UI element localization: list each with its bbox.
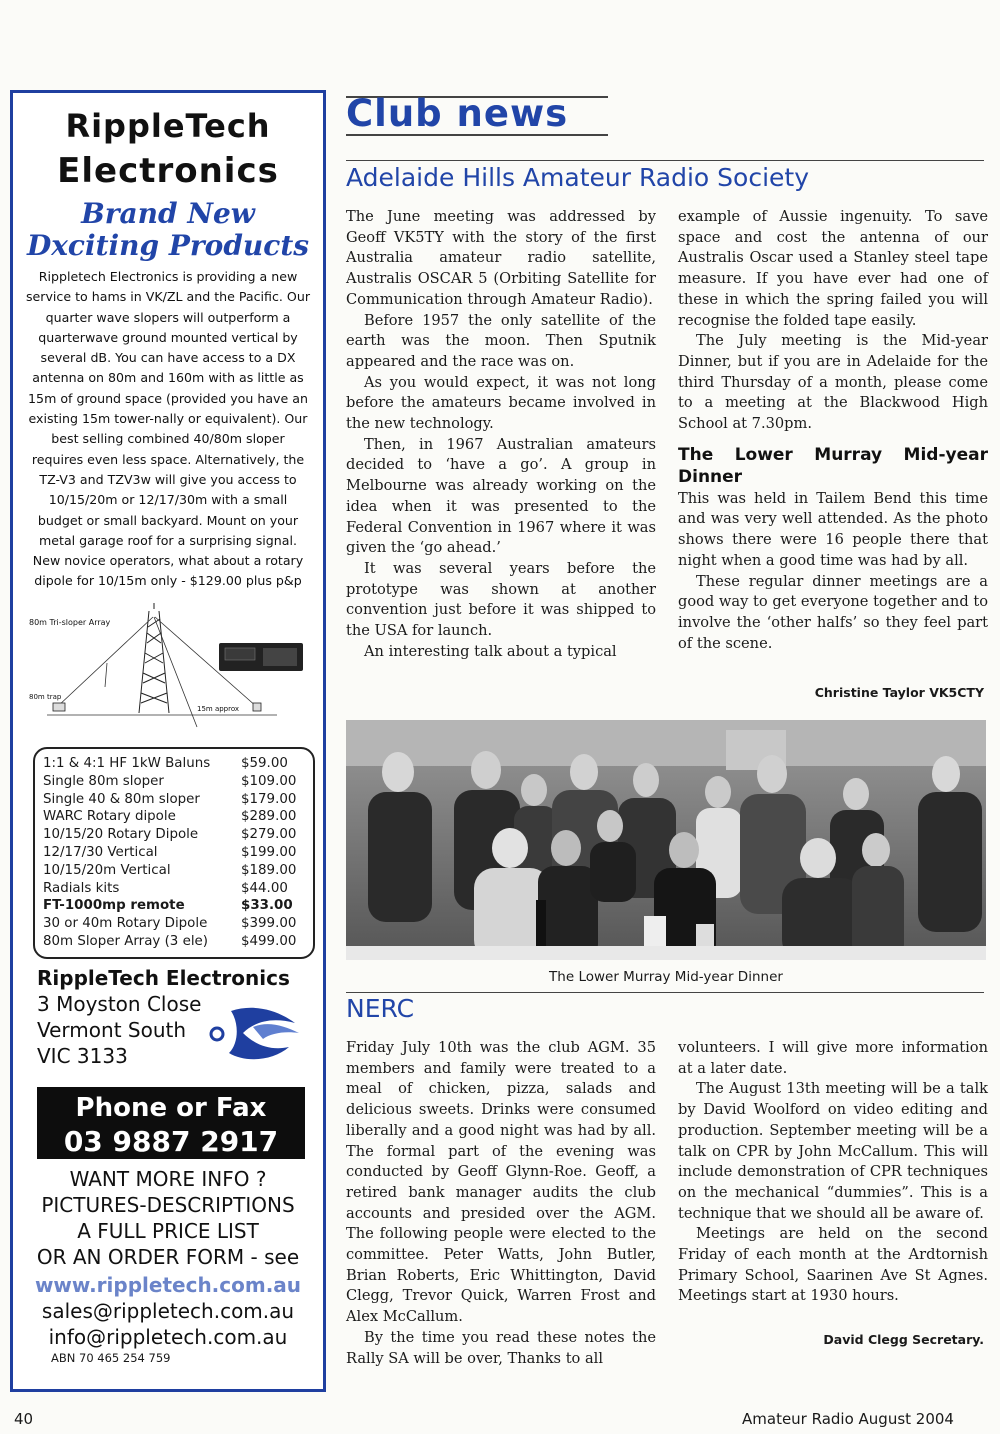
tower-icon [139,603,169,713]
paragraph: As you would expect, it was not long before the amateurs became involved in the new technology. [346,373,656,433]
logo-line-2: Electronics [57,151,279,191]
price-item-price: $199.00 [241,845,297,860]
price-item-price: $109.00 [241,773,297,789]
price-item-name: 10/15/20m Vertical [43,862,171,878]
paragraph: By the time you read these notes the Rally SA will be over, Thanks to all [346,1328,656,1367]
price-item-name: 1:1 & 4:1 HF 1kW Baluns [43,756,211,771]
address-company: RippleTech Electronics [37,966,290,990]
title-rule-bottom [346,134,608,136]
price-item-price: $289.00 [241,809,297,825]
address-line-2: Vermont South [37,1018,187,1042]
adelaide-column-2 [678,207,988,654]
phone-label: Phone or Fax [75,1093,267,1123]
more-info-line-3: A FULL PRICE LIST [77,1219,259,1243]
price-item-name: 30 or 40m Rotary Dipole [43,916,208,932]
rippletech-wave-logo [209,1003,305,1065]
price-item-price: $279.00 [241,827,297,843]
paragraph: The June meeting was addressed by Geoff VK5TY with the story of the first Australia amateur radio satellite, Australis OSCAR 5 (Orbiting Satellite for Communication through Amateur Radio). [346,208,656,308]
diagram-approx-label: 15m approx [197,705,240,713]
nerc-column-1 [346,1038,656,1369]
nerc-heading: NERC [346,994,415,1023]
phone-fax-box [37,1087,305,1159]
adelaide-signature: Christine Taylor VK5CTY [814,685,984,700]
paragraph: Then, in 1967 Australian amateurs decided to ‘have a go’. A group in Melbourne was already working on the idea when it was presented to the Federal Convention in 1967 where it was given the ‘go ahead.’ [346,435,656,557]
price-item-name: Radials kits [43,880,120,896]
paragraph: volunteers. I will give more information at a later date. [678,1039,988,1077]
price-item-name: WARC Rotary dipole [43,809,176,825]
paragraph: Meetings are held on the second Friday of each month at the Ardtornish Primary School, Saarinen Ave St Agnes. Meetings start at 1930 hours. [678,1225,988,1305]
website-link[interactable]: www.rippletech.com.au [34,1273,302,1297]
price-item-name: 10/15/20 Rotary Dipole [43,827,199,843]
more-info-line-2: PICTURES-DESCRIPTIONS [41,1193,295,1217]
nerc-column-2 [678,1038,988,1307]
adelaide-column-1 [346,207,656,662]
ad-blurb: Rippletech Electronics is providing a new service to hams in VK/ZL and the Pacific. Our quarter wave slopers will outperform a quarterwave ground mounted vertical by several dB. You can have access to a DX antenna on 80m and 160m with as little as 15m of ground space (provided you have an existing 15m tower-nally or equivalent). Our best selling combined 40/80m sloper requires even less space. Alternatively, the TZ-V3 and TZV3w will give you access to 10/15/20m or 12/17/30m with a small budget or small backyard. Mount on your metal garage roof for a surprising signal. New novice operators, what about a rotary dipole for 10/15m only - $129.00 plus p&p [25,269,310,589]
price-item-price: $399.00 [241,916,297,932]
nerc-signature: David Clegg Secretary. [823,1332,984,1347]
phone-number: 03 9887 2917 [63,1125,279,1158]
price-item-name: 12/17/30 Vertical [43,845,158,860]
sales-email-link[interactable]: sales@rippletech.com.au [41,1299,295,1323]
page-number: 40 [14,1410,34,1428]
logo-line-1: RippleTech [65,107,271,145]
publication-footer: Amateur Radio August 2004 [742,1410,954,1428]
adelaide-heading: Adelaide Hills Amateur Radio Society [346,163,809,192]
paragraph: example of Aussie ingenuity. To save space and cost the antenna of our Australis Oscar used a Stanley steel tape measure. If you have ever had one of these in which the spring failed you will recognise the folded tape easily. [678,208,988,329]
paragraph: The August 13th meeting will be a talk by David Woolford on video editing and production. September meeting will be a talk on CPR by John McCallum. This will include demonstration of CPR techniques on the mechanical “dummies”. This is a technique that we should all be aware of. [678,1080,988,1222]
ad-headline-1: Brand New [81,197,255,230]
price-item-price: $189.00 [241,862,297,878]
paragraph: Before 1957 the only satellite of the earth was the moon. Then Sputnik appeared and the race was on. [346,311,656,370]
paragraph: An interesting talk about a typical [364,642,617,660]
price-item-name: 80m Sloper Array (3 ele) [43,934,208,949]
price-item-price: $499.00 [241,934,297,949]
address-line-3: VIC 3133 [37,1044,128,1068]
rippletech-advertisement [10,90,326,1392]
paragraph: It was several years before the prototype was shown at another convention just before it was shipped to the USA for launch. [346,559,656,640]
price-item-price: $33.00 [241,898,293,914]
antenna-diagram [27,603,309,743]
paragraph: Friday July 10th was the club AGM. 35 members and family were treated to a meal of chicken, pizza, salads and delicious sweets. Drinks were consumed liberally and a good night was had by all. The formal part of the evening was conducted by Geoff Glynn-Roe. Geoff, a retired bank manager audits the club accounts and presided over the AGM. The following people were elected to the committee. Peter Watts, John Butler, Brian Roberts, Eric Whittington, David Clegg, Trevor Quick, Warren Frost and Alex McCallum. [346,1039,656,1326]
page-title: Club news [346,92,569,135]
price-item-name: Single 40 & 80m sloper [43,791,200,807]
price-list [33,747,315,959]
info-email-link[interactable]: info@rippletech.com.au [48,1325,288,1349]
price-item-price: $179.00 [241,791,297,807]
group-photo [346,720,986,960]
lower-murray-subheading: The Lower Murray Mid-year Dinner [678,444,988,487]
ad-headline-2: Dxciting Products [26,229,310,262]
price-item-name: FT-1000mp remote [43,898,185,914]
paragraph: This was held in Tailem Bend this time and was very well attended. As the photo shows there were 16 people there that night when a good time was had by all. [678,489,988,569]
paragraph: The July meeting is the Mid-year Dinner, but if you are in Adelaide for the third Thursday of a month, please come to a meeting at the Blackwood High School at 7.30pm. [678,332,988,433]
price-item-price: $44.00 [241,880,288,896]
address-line-1: 3 Moyston Close [37,992,202,1016]
abn-number: ABN 70 465 254 759 [51,1351,171,1365]
more-info-line-1: WANT MORE INFO ? [69,1167,267,1191]
price-item-price: $59.00 [241,756,288,771]
diagram-title: 80m Tri-sloper Array [29,618,111,627]
paragraph: These regular dinner meetings are a good way to get everyone together and to involve the ‘other halfs’ so they feel part of the scene. [678,572,988,652]
section-rule-nerc [346,992,984,993]
section-rule-adelaide [346,160,984,161]
price-item-name: Single 80m sloper [43,773,164,789]
more-info-line-4: OR AN ORDER FORM - see [36,1245,300,1269]
diagram-trap-label: 80m trap [29,693,62,701]
photo-caption: The Lower Murray Mid-year Dinner [549,969,783,985]
